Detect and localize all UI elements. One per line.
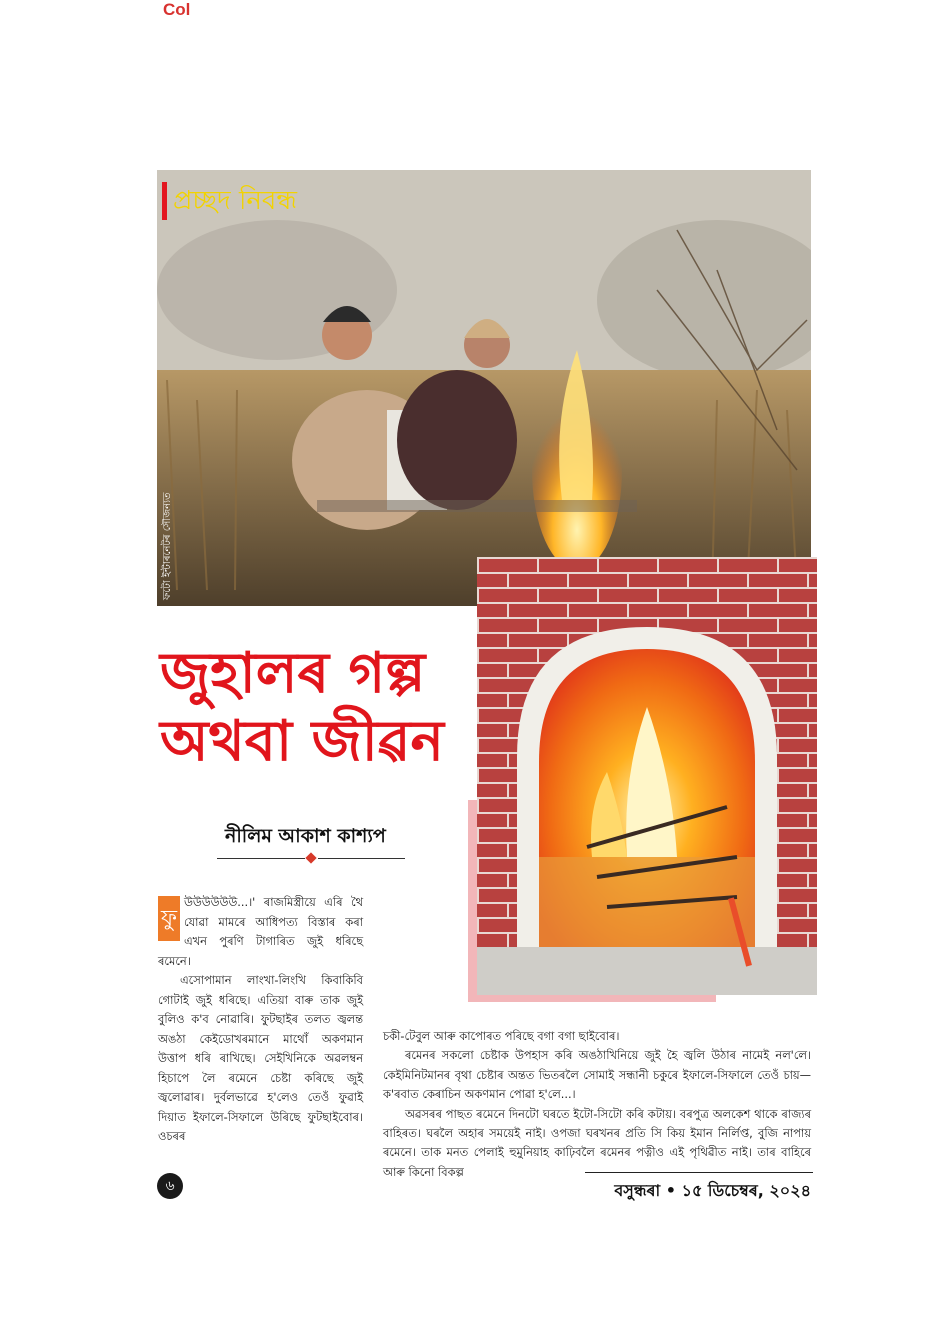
- fireplace-photo: [477, 557, 817, 995]
- body-column-left: [158, 893, 363, 1147]
- corner-mark: Col: [163, 0, 191, 19]
- body-column-right: [383, 1027, 811, 1182]
- article-headline: [160, 640, 460, 776]
- section-label-bar: [162, 182, 167, 220]
- author-byline: নীলিম আকাশ কাশ্যপ: [225, 825, 386, 847]
- body-paragraph: চকী-টেবুল আৰু কাপোৰত পৰিছে বগা বগা ছাইবোৰ।: [383, 1029, 620, 1043]
- photo-credit: ফটো ইন্টাৰনেটৰ সৌজন্যত: [162, 492, 173, 600]
- body-paragraph: ৰমেনৰ সকলো চেষ্টাক উপহাস কৰি অঙঠাখিনিয়ে জুই হৈ জ্বলি উঠাৰ নামেই নল'লে। কেইমিনিটমানৰ বৃথা চেষ্টাৰ অন্তত ভিতৰলৈ সোমাই সন্ধানী চকুৰে ইফালে-সিফালে তেওঁ চায়—ক'ৰবাত কেৰাচিন অকণমান পোৱা হ'লে...।: [383, 1048, 811, 1102]
- drop-cap: ফু: [158, 896, 180, 941]
- ornament-diamond: [305, 852, 316, 863]
- footer-publication-date: বসুন্ধৰা • ১৫ ডিচেম্বৰ, ২০২৪: [614, 1181, 811, 1200]
- byline-rule-left: [217, 858, 305, 859]
- section-label-text: প্ৰচ্ছদ নিবন্ধ: [173, 186, 297, 216]
- body-paragraph: অৱসৰৰ পাছত ৰমেনে দিনটো ঘৰতে ইটো-সিটো কৰি কটায়। বৰপুত্ৰ অলকেশ থাকে ৰাজ্যৰ বাহিৰত। ঘৰলৈ অহাৰ সময়েই নাই। ওপজা ঘৰখনৰ প্ৰতি সি কিয় ইমান নিৰ্লিপ্ত, বুজি নাপায় ৰমেনে। তাক মনত পেলাই হুমুনিয়াহ কাঢ়িবলৈ ৰমেনৰ পত্নীও এই পৃথিৱীত নাই। তাৰ বাহিৰে আৰু কিনো বিকল্প: [383, 1106, 811, 1179]
- headline-line-2: অথবা জীৱন: [160, 709, 444, 774]
- page-number: ৬: [157, 1173, 183, 1199]
- body-paragraph: উউউউউউ...।' ৰাজমিস্ত্রীয়ে এৰি থৈ যোৱা মামৰে আধিপত্য বিস্তাৰ কৰা এখন পুৰণি টাগাৰিত জুই ধৰিছে ৰমেনে।: [158, 895, 363, 968]
- headline-line-1: জুহালৰ গল্প: [160, 641, 426, 706]
- section-label: [162, 182, 297, 220]
- bonfire-illustration: [157, 170, 811, 606]
- body-paragraph: এসোপামান লাংখা-লিংখি কিবাকিবি গোটাই জুই ধৰিছে। এতিয়া বাৰু তাক জুই বুলিও ক'ব নোৱাৰি। ফুটছাইৰ তলত জ্বলন্ত অঙঠা কেইডোখৰমানে মাথোঁ অকণমান উত্তাপ ধৰি ৰাখিছে। সেইখিনিকে অৱলম্বন হিচাপে লৈ ৰমেনে চেষ্টা কৰিছে জুই জ্বলোৱাৰ। দুৰ্বলভাৱে হ'লেও তেওঁ ফুৱাই দিয়াত ইফালে-সিফালে উৰিছে ফুটছাইবোৰ। ওচৰৰ: [158, 973, 363, 1143]
- byline-rule-right: [318, 858, 405, 859]
- fireplace-illustration: [477, 557, 817, 995]
- cover-photo-bonfire: [157, 170, 811, 606]
- footer-rule: [585, 1172, 813, 1173]
